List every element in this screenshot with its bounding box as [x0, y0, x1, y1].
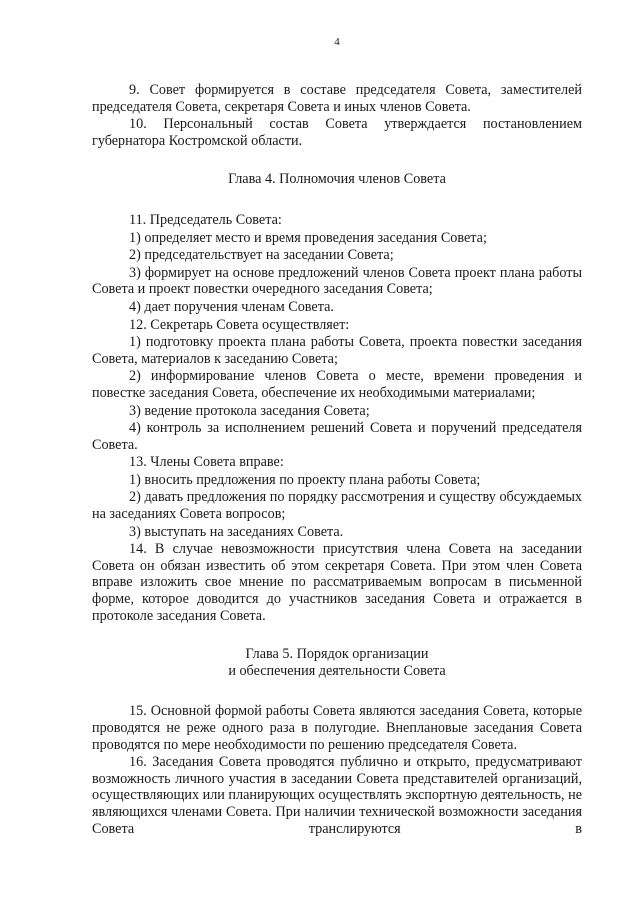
chapter-5-title-line-1: Глава 5. Порядок организации — [245, 646, 429, 663]
paragraph-11-item-4: 4) дает поручения членам Совета. — [129, 298, 334, 315]
paragraph-13-item-1: 1) вносить предложения по проекту плана работы Совета; — [129, 471, 481, 488]
page-number: 4 — [334, 36, 340, 48]
paragraph-12: 12. Секретарь Совета осуществляет: — [129, 316, 350, 333]
section-powers — [92, 212, 582, 624]
paragraph-14: 14. В случае невозможности присутствия члена Совета на заседании Совета он обязан известить об этом секретаря Совета. При этом член Совета вправе изложить свое мнение по рассматриваемым вопросам в письменной форме, которое доводится до участников заседания Совета и отражается в протоколе заседания Совета. — [92, 541, 582, 624]
paragraph-11: 11. Председатель Совета: — [129, 211, 282, 228]
paragraph-13: 13. Члены Совета вправе: — [129, 454, 284, 471]
section-organization — [92, 703, 582, 837]
paragraph-12-item-2: 2) информирование членов Совета о месте, времени проведения и повестке заседания Совета, обеспечение их необходимыми материалами; — [92, 368, 582, 401]
paragraph-12-item-3: 3) ведение протокола заседания Совета; — [129, 402, 370, 419]
paragraph-11-item-1: 1) определяет место и время проведения заседания Совета; — [129, 229, 487, 246]
paragraph-10: 10. Персональный состав Совета утверждается постановлением губернатора Костромской области. — [92, 116, 582, 149]
section-composition — [92, 82, 582, 149]
paragraph-9: 9. Совет формируется в составе председателя Совета, заместителей председателя Совета, секретаря Совета и иных членов Совета. — [92, 82, 582, 115]
paragraph-11-item-2: 2) председательствует на заседании Совета; — [129, 247, 394, 264]
paragraph-11-item-3: 3) формирует на основе предложений членов Совета проект плана работы Совета и проект повестки очередного заседания Совета; — [92, 264, 582, 298]
paragraph-12-item-4: 4) контроль за исполнением решений Совета и поручений председателя Совета. — [92, 420, 582, 453]
chapter-4-heading — [92, 171, 582, 188]
chapter-5-heading — [92, 646, 582, 679]
paragraph-13-item-2: 2) давать предложения по порядку рассмотрения и существу обсуждаемых на заседаниях Совета вопросов; — [92, 489, 582, 523]
chapter-5-title-line-2: и обеспечения деятельности Совета — [228, 662, 446, 679]
paragraph-13-item-3: 3) выступать на заседаниях Совета. — [129, 523, 344, 540]
chapter-4-title: Глава 4. Полномочия членов Совета — [228, 171, 446, 188]
paragraph-12-item-1: 1) подготовку проекта плана работы Совета, проекта повестки заседания Совета, материалов к заседанию Совета; — [92, 334, 582, 367]
paragraph-16: 16. Заседания Совета проводятся публично и открыто, предусматривают возможность личного участия в заседании Совета представителей организаций, осуществляющих или планирующих осуществлять экспортную деятельность, не являющихся членами Совета. При наличии технической возможности заседания Совета транслируются в — [92, 754, 583, 837]
paragraph-15: 15. Основной формой работы Совета являются заседания Совета, которые проводятся не реже одного раза в полугодие. Внеплановые заседания Совета проводятся по мере необходимости по решению председателя Совета. — [92, 703, 582, 753]
